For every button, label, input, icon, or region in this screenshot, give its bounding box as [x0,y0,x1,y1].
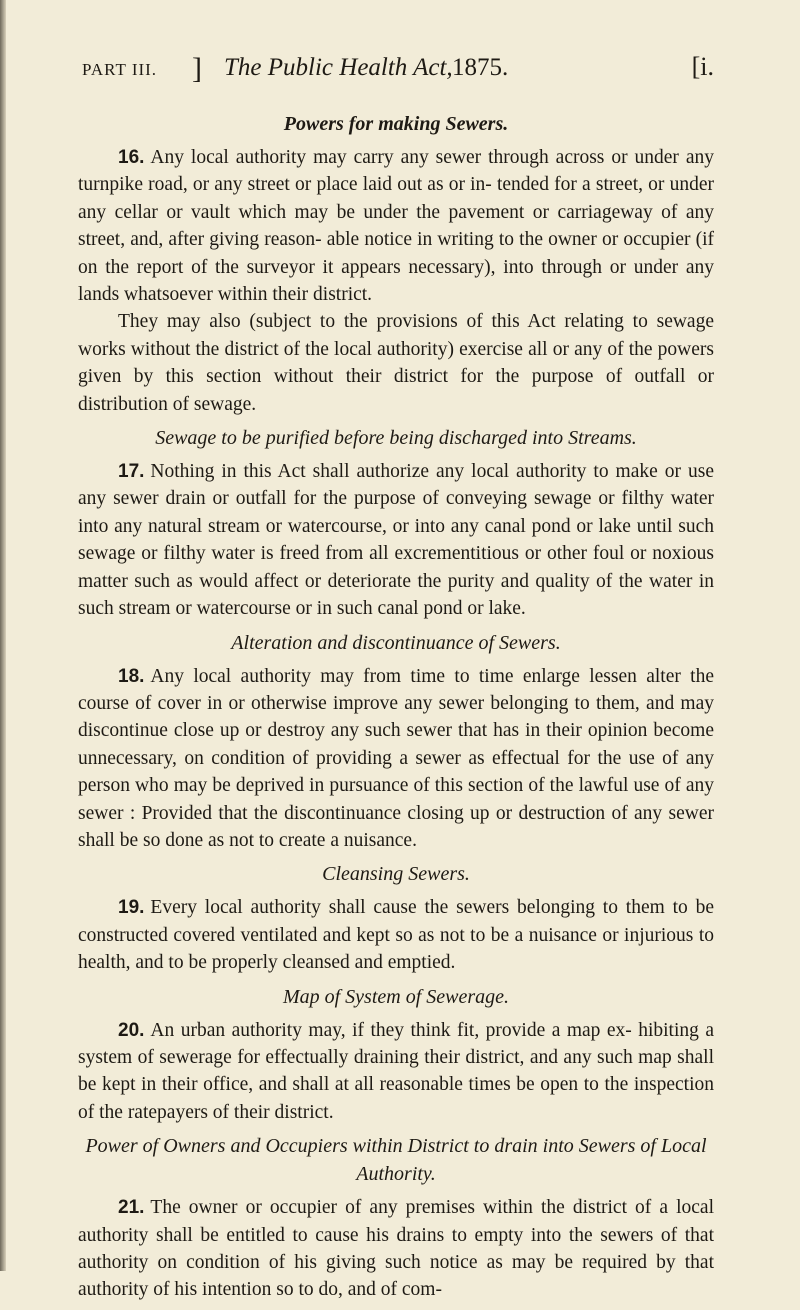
act-title: The Public Health Act, [224,54,453,81]
section-heading: Cleansing Sewers. [322,863,470,886]
section-number: 17. [118,461,145,483]
section-19 [78,860,714,976]
section-text: Nothing in this Act shall authorize any local authority to make or use any sewer drain or outfall for the purpose of conveying sewage or filthy water into any natural stream or watercourse, or into any canal pond or lake until such sewage or filthy water is freed from all excrementitious or other foul or noxious matter such as would affect or deteriorate the purity and quality of the water in such stream or watercourse or in such canal pond or lake. [78,461,714,620]
section-paragraph [78,663,714,855]
section-heading: Map of System of Sewerage. [282,985,510,1008]
section-heading: Power of Owners and Occupiers within District to drain into Sewers of Local Authority. [85,1135,707,1186]
section-paragraph [78,458,714,622]
section-number: 16. [118,147,145,168]
document-page [78,52,714,1310]
section-number: 19. [118,897,145,919]
running-head [78,52,714,96]
section-text: The owner or occupier of any premises within the district of a local authority shall be entitled to cause his drains to empty into the sewers of that authority on condition of his giving such notice as may be required by that authority of his intention so to do, and of com- [78,1197,714,1301]
section-paragraph [78,1194,714,1304]
part-label: PART III. [82,60,158,79]
section-paragraph [78,1017,714,1127]
section-21 [78,1132,714,1304]
section-17 [78,424,714,622]
act-year: 1875. [452,54,509,81]
section-number: 18. [118,665,145,687]
section-number: 20. [118,1019,145,1041]
page-edge [0,0,6,1271]
section-paragraph [78,894,714,976]
section-number: 21. [118,1197,145,1219]
section-18 [78,629,714,855]
section-heading: Alteration and discontinuance of Sewers. [231,631,561,654]
section-text: Any local authority may from time to time enlarge lessen alter the course of cover in or otherwise improve any sewer belonging to them, and may discontinue close up or destroy any such sewer that has in their opinion become unnecessary, on condition of providing a sewer as effectual for the use of any person who may be deprived in pursuance of this section of the lawful use of any sewer : Provided that the discontinuance closing up or destruction of any sewer shall be so done as not to create a nuisance. [78,665,714,851]
section-16 [78,110,714,418]
section-text: An urban authority may, if they think fit, provide a map ex- hibiting a system of sewerage for effectually draining their district, and any such map shall be kept in their office, and shall at all reasonable times be open to the inspection of the ratepayers of their district. [78,1019,714,1123]
section-text: Every local authority shall cause the sewers belonging to them to be constructed covered ventilated and kept so as not to be a nuisance or injurious to health, and to be properly cleansed and emptied. [78,897,714,974]
section-paragraph [78,144,714,308]
part-bracket: ] [192,52,202,85]
page-marker: [i. [691,52,714,81]
section-continuation: They may also (subject to the provisions of this Act relating to sewage works without the district of the local authority) exercise all or any of the powers given by this section without their district for the purpose of outfall or distribution of sewage. [78,311,714,415]
section-heading: Powers for making Sewers. [283,113,509,135]
section-text: Any local authority may carry any sewer through across or under any turnpike road, or any street or place laid out as or in- tended for a street, or under any cellar or vault which may be under the pavement or carriageway of any street, and, after giving reason- able notice in writing to the owner or occupier (if on the report of the surveyor it appears necessary), into through or under any lands whatsoever within their district. [78,147,714,306]
section-heading: Sewage to be purified before being discharged into Streams. [155,427,637,450]
section-20 [78,983,714,1127]
